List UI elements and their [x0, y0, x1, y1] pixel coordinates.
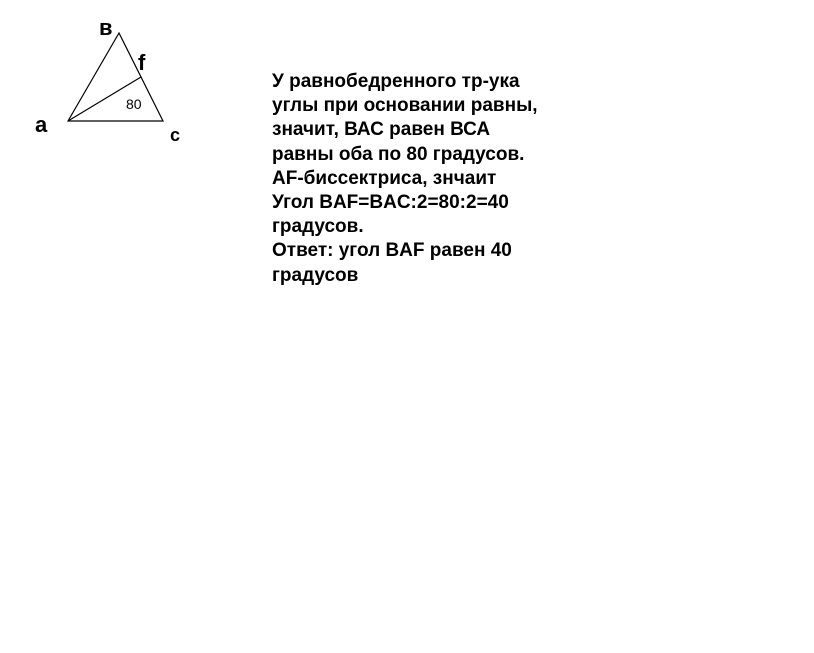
angle-value-label: 80 [126, 96, 142, 112]
vertex-label-a: a [35, 112, 48, 137]
solution-line: значит, ВАС равен ВСА [272, 119, 491, 141]
vertex-label-c: c [170, 125, 181, 145]
solution-line: У равнобедренного тр-ука [272, 71, 520, 92]
solution-line: градусов [272, 264, 359, 286]
solution-line: градусов. [272, 216, 364, 238]
solution-text [272, 70, 792, 288]
solution-line: углы при основании равны, [272, 95, 538, 117]
solution-line: Угол BAF=BAC:2=80:2=40 [272, 192, 509, 214]
solution-line: Ответ: угол BAF равен 40 [272, 240, 512, 262]
triangle-abc [68, 33, 163, 121]
triangle-diagram [0, 0, 260, 160]
solution-line: AF-биссектриса, знчаит [272, 167, 497, 189]
solution-line: равны оба по 80 градусов. [272, 143, 525, 165]
vertex-label-f: f [138, 50, 146, 75]
vertex-label-b: в [99, 15, 113, 40]
